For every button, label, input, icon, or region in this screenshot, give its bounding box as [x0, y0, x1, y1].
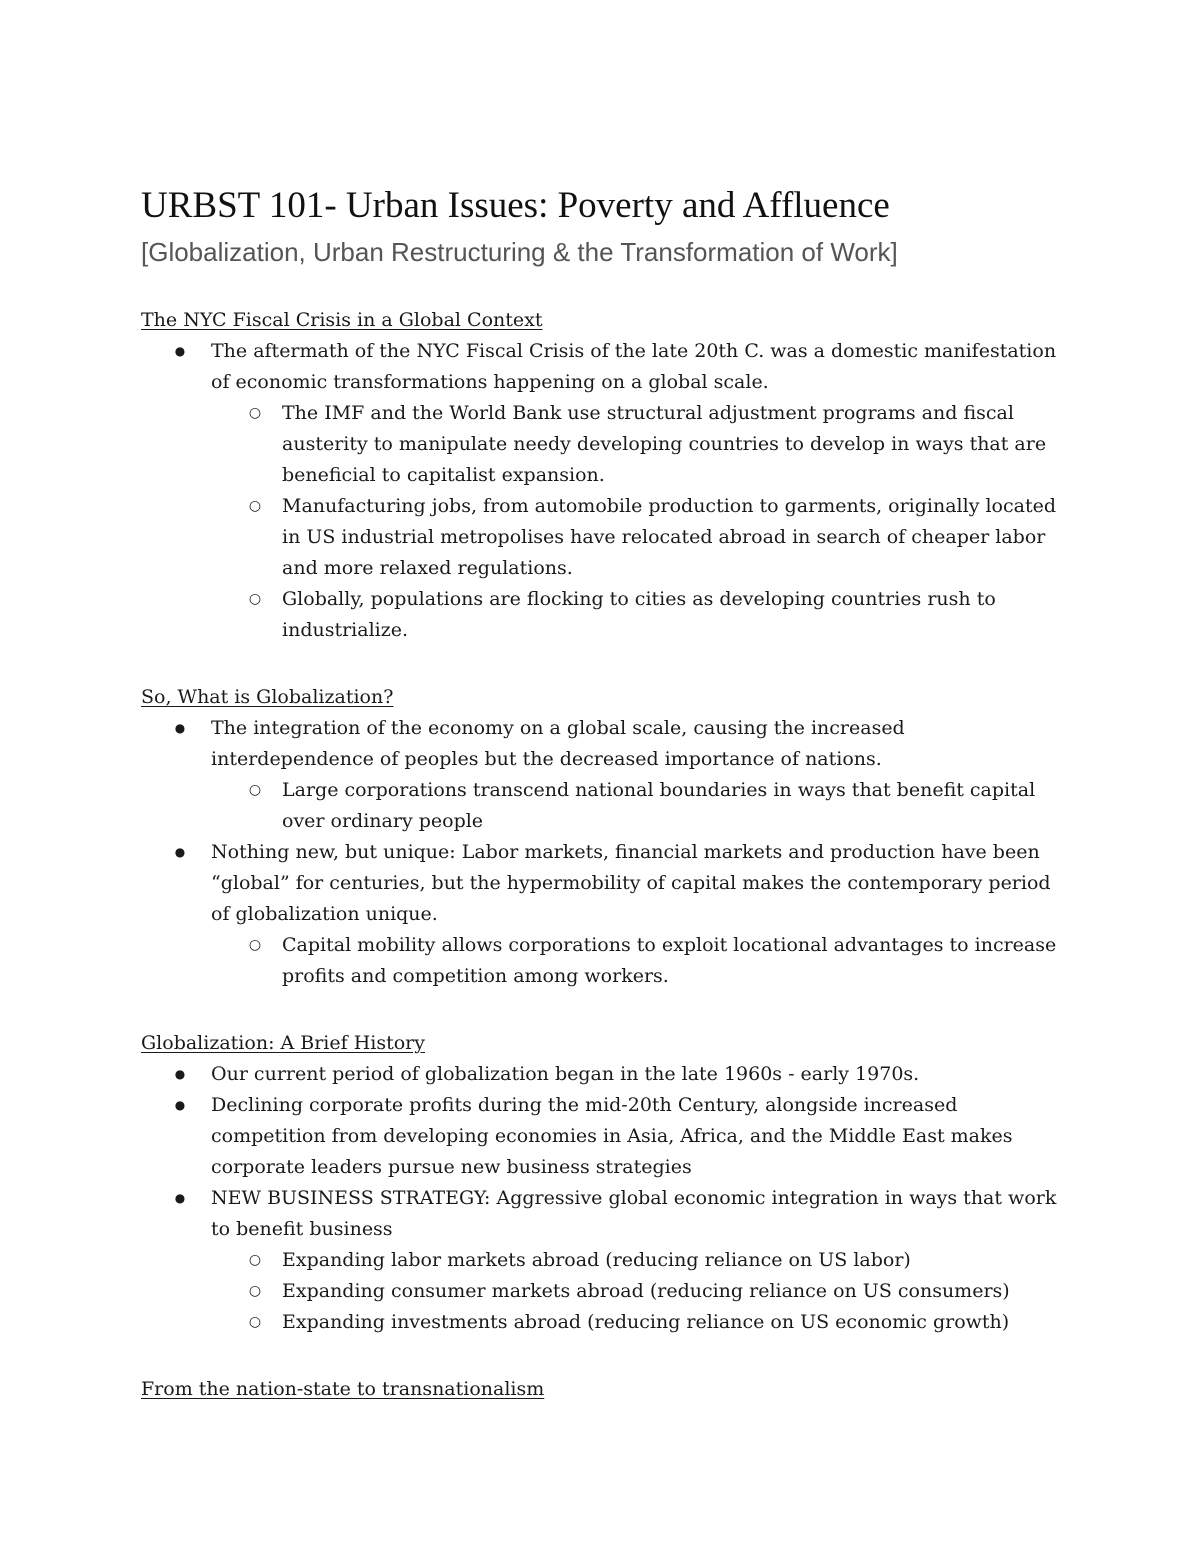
circle-bullet-icon: ○	[248, 1314, 262, 1330]
bullet-icon: ●	[174, 1098, 186, 1112]
sub-list-item-text: Expanding investments abroad (reducing reliance on US economic growth)	[282, 1311, 1010, 1333]
sub-list-item-text: Capital mobility allows corporations to exploit locational advantages to increase profits and competition among workers.	[282, 934, 1057, 987]
sub-list-item	[141, 775, 1071, 837]
list-item	[141, 1183, 1071, 1338]
section	[141, 1028, 1071, 1338]
bullet-icon: ●	[174, 721, 186, 735]
sub-list-item	[141, 1307, 1071, 1338]
sub-list-item	[141, 1276, 1071, 1307]
sub-list-item-text: Expanding consumer markets abroad (reducing reliance on US consumers)	[282, 1280, 1010, 1302]
list-item	[141, 837, 1071, 992]
section-heading: Globalization: A Brief History	[141, 1032, 425, 1054]
sub-list-item	[141, 398, 1071, 491]
sub-list-item-text: Manufacturing jobs, from automobile production to garments, originally located in US industrial metropolises have relocated abroad in search of cheaper labor and more relaxed regulations.	[282, 495, 1057, 579]
document-title: URBST 101- Urban Issues: Poverty and Affluence	[141, 185, 890, 226]
circle-bullet-icon: ○	[248, 1252, 262, 1268]
list-item	[141, 1059, 1071, 1090]
list-item-text: Declining corporate profits during the mid-20th Century, alongside increased competition from developing economies in Asia, Africa, and the Middle East makes corporate leaders pursue new business strategies	[211, 1094, 1013, 1178]
sub-list-item-text: The IMF and the World Bank use structural adjustment programs and fiscal austerity to manipulate needy developing countries to develop in ways that are beneficial to capitalist expansion.	[282, 402, 1047, 486]
sub-list-item-text: Large corporations transcend national boundaries in ways that benefit capital over ordinary people	[282, 779, 1036, 832]
document-subtitle: [Globalization, Urban Restructuring & the Transformation of Work]	[141, 237, 898, 267]
list-item-text: Nothing new, but unique: Labor markets, financial markets and production have been “global” for centuries, but the hypermobility of capital makes the contemporary period of globalization unique.	[211, 841, 1051, 925]
document-page	[141, 183, 1071, 1405]
sub-bullet-list	[211, 398, 1071, 646]
list-item-text: NEW BUSINESS STRATEGY: Aggressive global economic integration in ways that work to benefit business	[211, 1187, 1057, 1240]
sub-list-item-text: Expanding labor markets abroad (reducing reliance on US labor)	[282, 1249, 911, 1271]
sub-list-item	[141, 491, 1071, 584]
sub-list-item	[141, 584, 1071, 646]
bullet-list	[141, 336, 1071, 646]
list-item	[141, 1090, 1071, 1183]
circle-bullet-icon: ○	[248, 498, 262, 514]
list-item-text: The integration of the economy on a global scale, causing the increased interdependence of peoples but the decreased importance of nations.	[211, 717, 905, 770]
section-heading: So, What is Globalization?	[141, 686, 394, 708]
circle-bullet-icon: ○	[248, 591, 262, 607]
section	[141, 682, 1071, 992]
bullet-icon: ●	[174, 845, 186, 859]
list-item	[141, 713, 1071, 837]
sections-container	[141, 305, 1071, 1405]
section	[141, 1374, 1071, 1405]
list-item	[141, 336, 1071, 646]
bullet-list	[141, 1059, 1071, 1338]
list-item-text: Our current period of globalization began in the late 1960s - early 1970s.	[211, 1063, 920, 1085]
list-item-text: The aftermath of the NYC Fiscal Crisis of the late 20th C. was a domestic manifestation of economic transformations happening on a global scale.	[211, 340, 1057, 393]
bullet-list	[141, 713, 1071, 992]
sub-list-item-text: Globally, populations are flocking to cities as developing countries rush to industrialize.	[282, 588, 996, 641]
bullet-icon: ●	[174, 1191, 186, 1205]
circle-bullet-icon: ○	[248, 937, 262, 953]
circle-bullet-icon: ○	[248, 1283, 262, 1299]
sub-bullet-list	[211, 930, 1071, 992]
section-heading: From the nation-state to transnationalism	[141, 1378, 545, 1400]
bullet-icon: ●	[174, 1067, 186, 1081]
section	[141, 305, 1071, 646]
sub-list-item	[141, 1245, 1071, 1276]
sub-bullet-list	[211, 775, 1071, 837]
bullet-icon: ●	[174, 344, 186, 358]
circle-bullet-icon: ○	[248, 782, 262, 798]
sub-bullet-list	[211, 1245, 1071, 1338]
section-heading: The NYC Fiscal Crisis in a Global Context	[141, 309, 543, 331]
sub-list-item	[141, 930, 1071, 992]
circle-bullet-icon: ○	[248, 405, 262, 421]
